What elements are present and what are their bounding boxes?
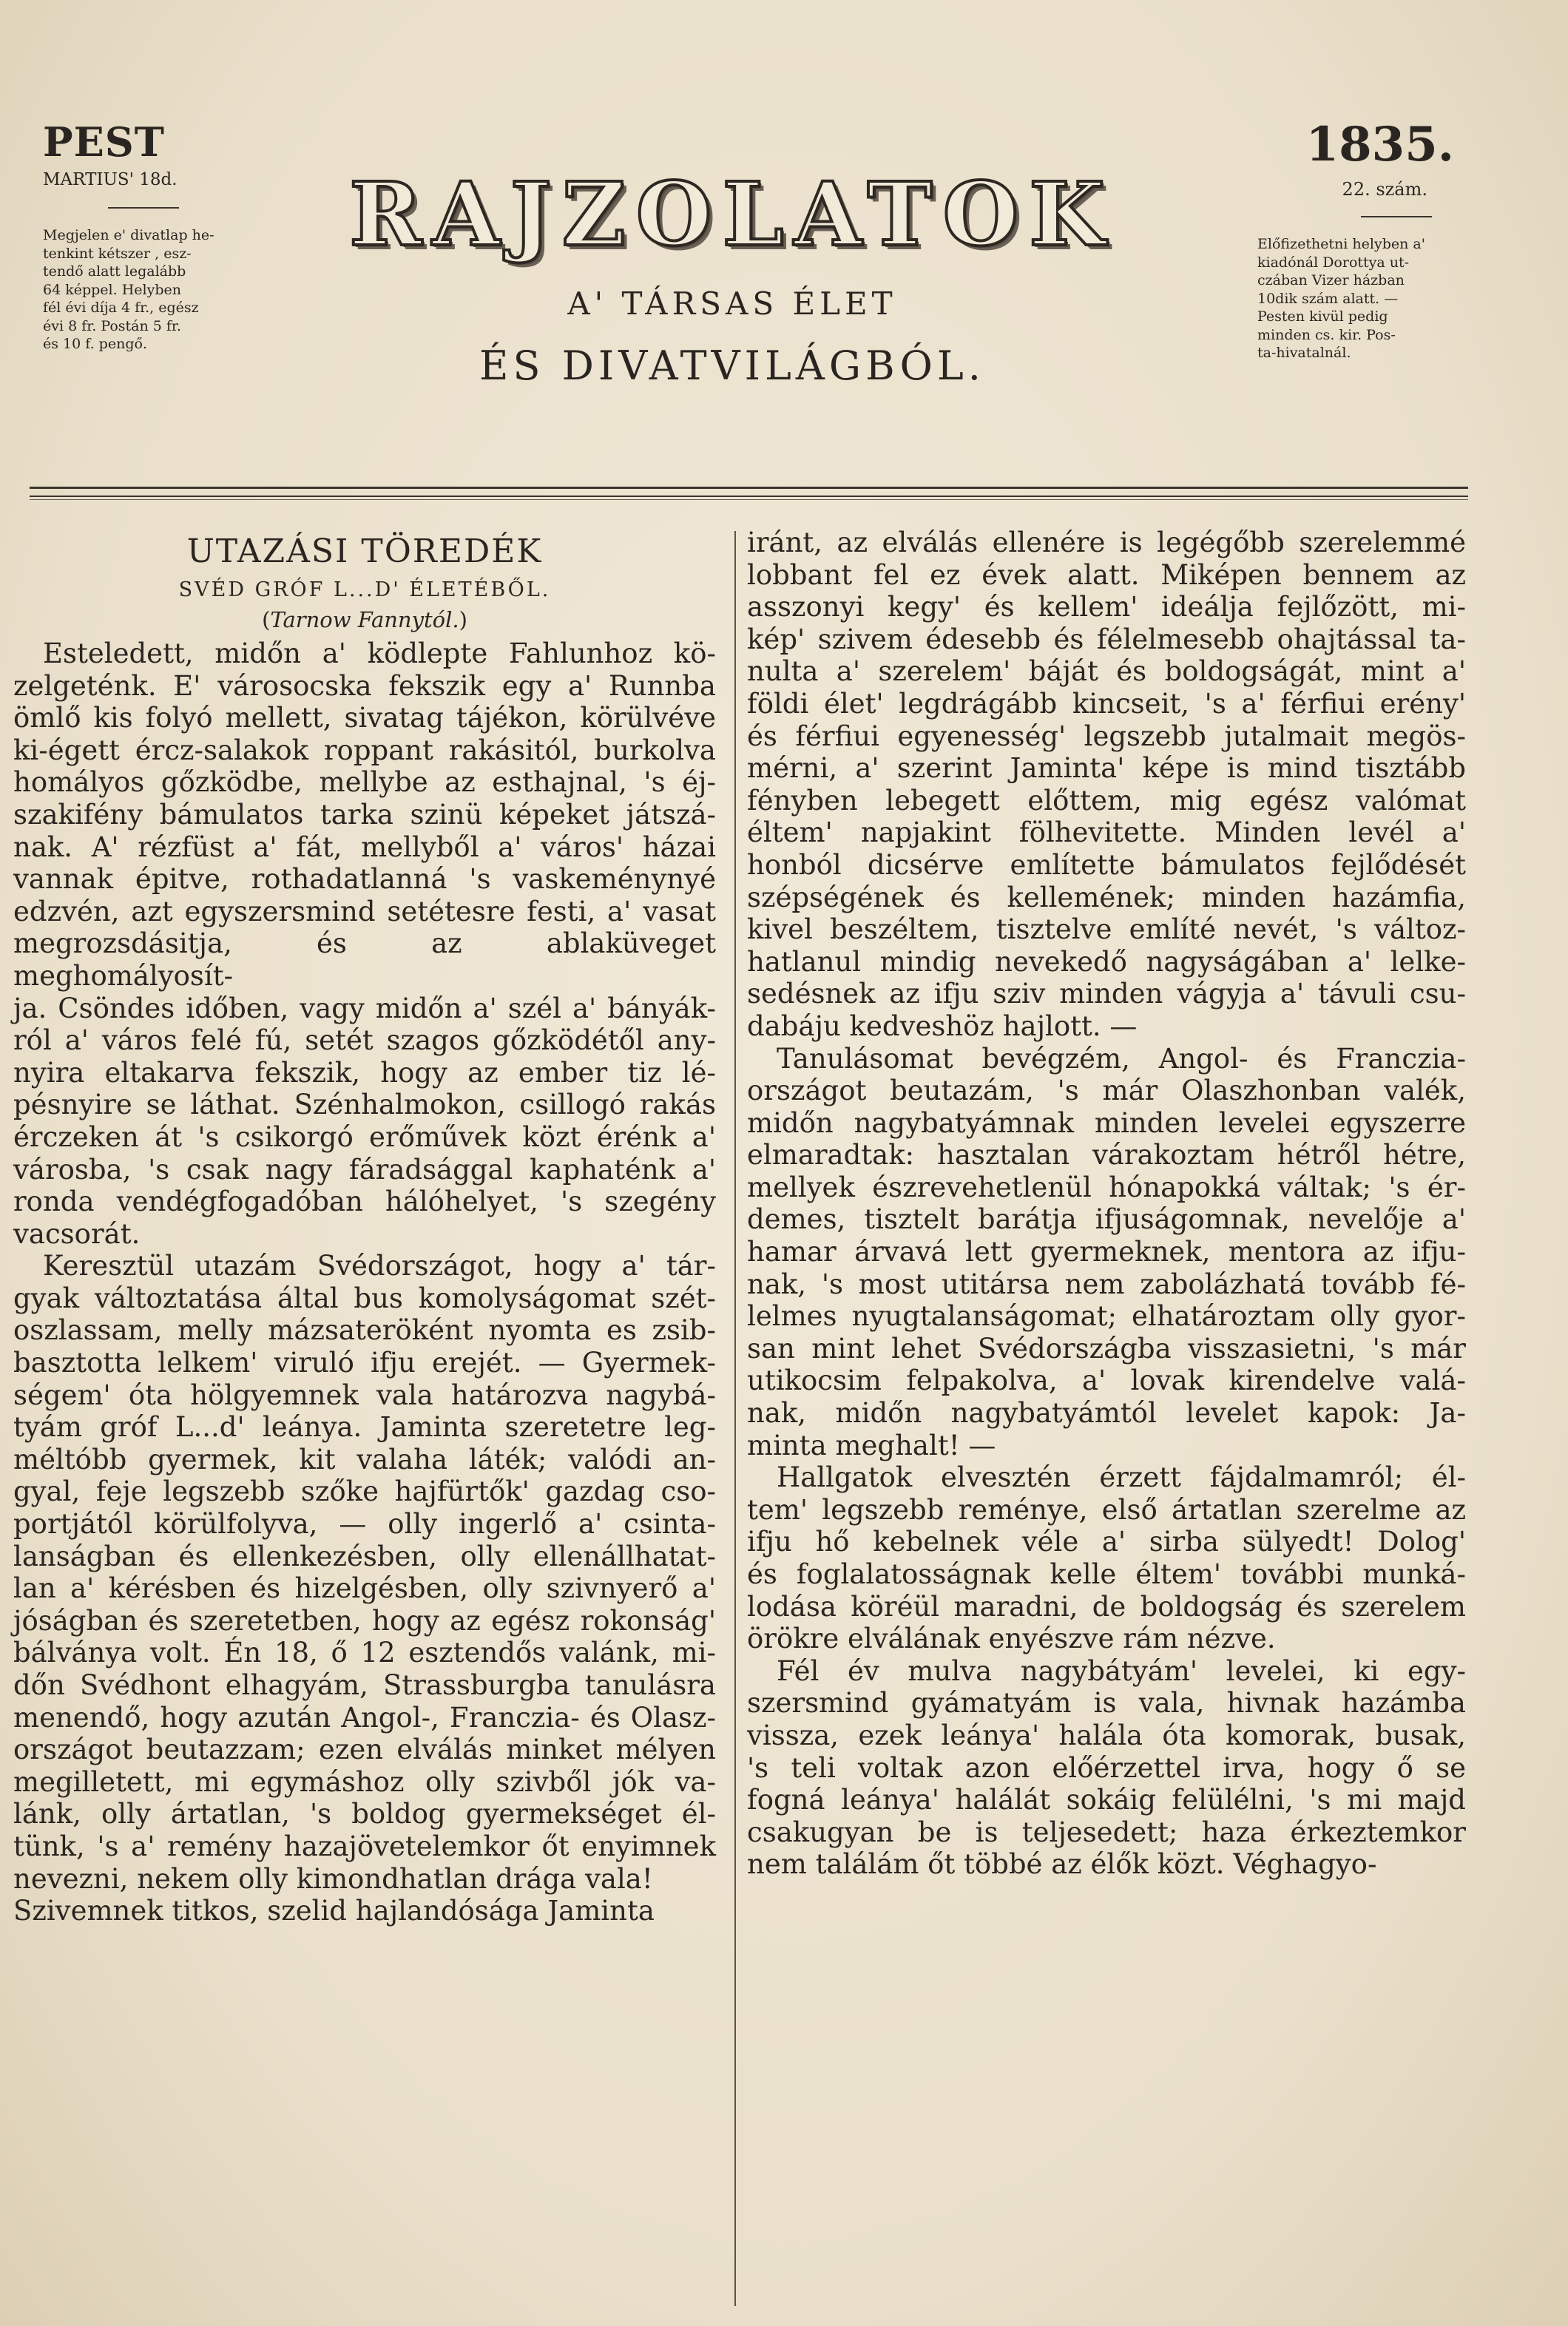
text-line: midőn nagybatyámnak minden levelei egyszerre — [747, 1106, 1466, 1139]
byline-author: Tarnow Fannytól. — [270, 607, 459, 632]
text-line: tünk, 's a' remény hazajövetelemkor őt enyimnek — [13, 1830, 716, 1862]
text-line: Esteledett, midőn a' ködlepte Fahlunhoz kö- — [43, 638, 716, 669]
text-line: lanságban és ellenkezésben, olly ellenállhatat- — [13, 1540, 716, 1572]
masthead-subtitle-1: A' TÁRSAS ÉLET — [567, 285, 897, 322]
notice-line: minden cs. kir. Pos- — [1257, 326, 1396, 343]
text-line: szakifény bámulatos tarka szinü képeket játszá- — [13, 798, 716, 831]
text-line: csakugyan be is teljesedett; haza érkeztemkor — [747, 1816, 1466, 1848]
text-line: minta meghalt! — — [747, 1429, 996, 1461]
notice-line: tenkint kétszer , esz- — [43, 245, 192, 262]
text-line: oszlassam, melly mázsateröként nyomta es zsib- — [13, 1314, 716, 1347]
text-line: nak, midőn nagybatyámtól levelet kapok: Ja- — [747, 1397, 1466, 1430]
text-line: dőn Svédhont elhagyám, Strassburgba tanulásra — [13, 1669, 716, 1701]
text-line: zelgeténk. E' városocska fekszik egy a' Runnba — [13, 669, 716, 702]
text-line: lánk, olly ártatlan, 's boldog gyermekséget él- — [13, 1798, 716, 1830]
article-subtitle: SVÉD GRÓF L...D' ÉLETÉBŐL. — [178, 578, 551, 601]
text-line: homályos gőzködbe, mellybe az esthajnal, 's éj- — [13, 766, 716, 799]
text-line: nulta a' szerelem' báját és boldogságát, mint a' — [747, 655, 1466, 688]
text-line: ki-égett ércz-salakok roppant rakásitól, burkolva — [13, 734, 716, 766]
text-line: basztotta lelkem' viruló ifju erejét. — Gyermek- — [13, 1347, 716, 1379]
article-byline — [13, 605, 716, 635]
text-line: országot beutazzam; ezen elválás minket mélyen — [13, 1734, 716, 1766]
notice-line: Pesten kivül pedig — [1257, 308, 1388, 325]
issue-number: 22. szám. — [1342, 179, 1427, 200]
left-column-text — [13, 638, 716, 1927]
text-line: ömlő kis folyó mellett, sivatag tájékon, körülvéve — [13, 702, 716, 734]
column-left — [13, 527, 716, 1927]
text-line: örökre elválának enyészve rám nézve. — [747, 1623, 1276, 1655]
notice-line: évi 8 fr. Postán 5 fr. — [43, 317, 181, 334]
issue-year: 1835. — [1305, 117, 1454, 172]
text-line: vannak épitve, rothadatlanná 's vaskeménynyé — [13, 863, 716, 896]
header-right-rule — [1361, 216, 1432, 217]
text-line: elmaradtak: hasztalan várakoztam hétről hétre, — [747, 1139, 1466, 1172]
text-line: tem' legszebb reménye, első ártatlan szerelme az — [747, 1493, 1466, 1526]
text-line: éltem' napjakint fölhevitette. Minden levél a' — [747, 817, 1466, 849]
text-line: fényben lebegett előttem, mig egész valómat — [747, 784, 1466, 817]
text-line: országot beutazám, 's már Olaszhonban valék, — [747, 1075, 1466, 1107]
column-separator — [734, 531, 736, 2306]
text-line: iránt, az elválás ellenére is legégőbb szerelemmé — [747, 527, 1466, 558]
text-line: ja. Csöndes időben, vagy midőn a' szél a' bányák- — [13, 992, 716, 1024]
text-line: Keresztül utazám Svédországot, hogy a' tár- — [43, 1250, 716, 1282]
text-line: megrozsdásitja, és az ablaküveget meghomályosít- — [13, 927, 716, 992]
text-line: hatlanul mindig nevekedő nagyságában a' lelke- — [747, 945, 1466, 978]
text-line: gyal, feje legszebb szőke hajfürtők' gazdag cso- — [13, 1475, 716, 1508]
text-line: ronda vendégfogadóban hálóhelyet, 's szegény — [13, 1186, 716, 1218]
header-left — [43, 120, 243, 354]
notice-line: fél évi díja 4 fr., egész — [43, 300, 199, 316]
text-line: nem találám őt többé az élők közt. Véghagyo- — [747, 1848, 1377, 1881]
text-line: hamar árvavá lett gyermeknek, mentora az ifju- — [747, 1236, 1466, 1268]
notice-line: és 10 f. pengő. — [43, 336, 147, 352]
notice-line: czában Vizer házban — [1257, 272, 1405, 288]
text-line: utikocsim felpakolva, a' lovak kirendelve valá- — [747, 1365, 1466, 1397]
text-line: bálványa volt. Én 18, ő 12 esztendős valánk, mi- — [13, 1637, 716, 1669]
text-line: szépségének és kellemének; minden hazámfia, — [747, 881, 1466, 913]
text-line: Fél év mulva nagybátyám' levelei, ki egy- — [777, 1654, 1466, 1687]
text-line: kivel beszéltem, tisztelve említé nevét, 's változ- — [747, 913, 1466, 946]
text-line: lelmes nyugtalanságomat; elhatároztam olly gyor- — [747, 1300, 1466, 1333]
right-column-text — [747, 527, 1466, 1881]
issue-date: MARTIUS' 18d. — [43, 170, 178, 189]
header-double-rule — [30, 487, 1468, 500]
text-line: dabáju kedveshöz hajlott. — — [747, 1010, 1138, 1042]
text-line: pésnyire se láthat. Szénhalmokon, csillogó rakás — [13, 1089, 716, 1121]
text-line: demes, tisztelt barátja ifjuságomnak, nevelője a' — [747, 1203, 1466, 1236]
article-title: UTAZÁSI TÖREDÉK — [186, 533, 543, 570]
text-line: san mint lehet Svédországba visszasietni, 's már — [747, 1332, 1466, 1365]
notice-line: kiadónál Dorottya ut- — [1257, 254, 1410, 271]
text-line: lobbant fel ez évek alatt. Miképen bennem az — [747, 558, 1466, 591]
text-line: ségem' óta hölgyemnek vala határozva nagybá- — [13, 1379, 716, 1411]
text-line: 's teli voltak azon előérzettel irva, hogy ő se — [747, 1751, 1466, 1784]
text-line: Hallgatok elvesztén érzett fájdalmamról; él- — [777, 1461, 1466, 1494]
text-line: menendő, hogy azután Angol-, Franczia- és Olasz- — [13, 1701, 716, 1734]
text-line: nak, 's most utitársa nem zabolázhatá tovább fé- — [747, 1268, 1466, 1300]
text-line: Szivemnek titkos, szelid hajlandósága Jaminta — [13, 1895, 655, 1927]
text-line: megilletett, mi egymáshoz olly szivből jók va- — [13, 1765, 716, 1798]
subscription-notice-right — [1250, 235, 1472, 362]
text-line: érczeken át 's csikorgó erőművek közt érénk a' — [13, 1120, 716, 1153]
text-line: nevezni, nekem olly kimondhatlan drága vala! — [13, 1862, 653, 1895]
text-line: lan a' kérésben és hizelgésben, olly szivnyerő a' — [13, 1572, 716, 1605]
text-line: tyám gróf L...d' leánya. Jaminta szeretetre leg- — [13, 1411, 716, 1444]
text-line: és foglalatosságnak kelle éltem' további munká- — [747, 1558, 1466, 1590]
text-line: portjától körülfolyva, — olly ingerlő a' csinta- — [13, 1508, 716, 1541]
city-name: PEST — [43, 118, 165, 166]
text-line: honból dicsérve említette bámulatos fejlődését — [747, 848, 1466, 881]
text-line: gyak változtatása által bus komolyságomat szét- — [13, 1282, 716, 1314]
text-line: mellyek észrevehetlenül hónapokká váltak; 's ér- — [747, 1171, 1466, 1203]
column-right — [747, 527, 1466, 1881]
notice-line: tendő alatt legalább — [43, 263, 186, 280]
text-line: nyira eltakarva fekszik, hogy az ember tiz lé- — [13, 1056, 716, 1089]
masthead-title: RAJZOLATOK — [349, 163, 1115, 266]
text-line: nak. A' rézfüst a' fát, mellyből a' város' házai — [13, 831, 716, 863]
text-line: sedésnek az ifju sziv minden vágyja a' távuli csu- — [747, 978, 1466, 1010]
text-line: földi élet' legdrágább kincseit, 's a' férfiui erény' — [747, 687, 1466, 720]
text-line: ról a' város felé fú, setét szagos gőzködétől any- — [13, 1024, 716, 1057]
header-left-rule — [108, 207, 179, 209]
header-right — [1250, 117, 1472, 362]
text-line: asszonyi kegy' és kellem' ideálja fejlőzött, mi- — [747, 591, 1466, 623]
masthead-subtitle-2: ÉS DIVATVILÁGBÓL. — [479, 342, 985, 389]
text-line: mérni, a' szerint Jaminta' képe is mind tisztább — [747, 752, 1466, 785]
byline-paren-close: ) — [459, 607, 467, 632]
notice-line: 64 képpel. Helyben — [43, 281, 181, 298]
notice-line: 10dik szám alatt. — — [1257, 290, 1399, 307]
notice-line: Előfizethetni helyben a' — [1257, 236, 1425, 252]
text-line: edzvén, azt egyszersmind setétesre festi, a' vasat — [13, 895, 716, 927]
subscription-notice-left — [43, 226, 243, 354]
text-line: kép' szivem édesebb és félelmesebb ohajtással ta- — [747, 623, 1466, 655]
text-line: Tanulásomat bevégzém, Angol- és Franczia- — [777, 1042, 1466, 1075]
text-line: lodása köréül maradni, de boldogság és szerelem — [747, 1590, 1466, 1623]
text-line: ifju hő kebelnek véle a' sirba sülyedt! Dolog' — [747, 1526, 1466, 1558]
text-line: városba, 's csak nagy fáradsággal kaphaténk a' — [13, 1153, 716, 1186]
text-line: szersmind gyámatyám is vala, hivnak hazámba — [747, 1687, 1466, 1720]
notice-line: Megjelen e' divatlap he- — [43, 227, 214, 243]
text-line: és férfiui egyenesség' legszebb jutalmait megös- — [747, 720, 1466, 752]
text-line: jóságban és szeretetben, hogy az egész rokonság' — [13, 1604, 716, 1637]
text-line: vissza, ezek leánya' halála óta komorak, busak, — [747, 1719, 1466, 1751]
masthead-block — [281, 163, 1183, 389]
text-line: vacsorát. — [13, 1217, 141, 1250]
notice-line: ta-hivatalnál. — [1257, 345, 1351, 361]
byline-paren-open: ( — [262, 607, 271, 632]
text-line: méltóbb gyermek, kit valaha láték; valódi an- — [13, 1443, 716, 1475]
text-line: fogná leánya' halálát sokáig felülélni, 's mi majd — [747, 1784, 1466, 1816]
